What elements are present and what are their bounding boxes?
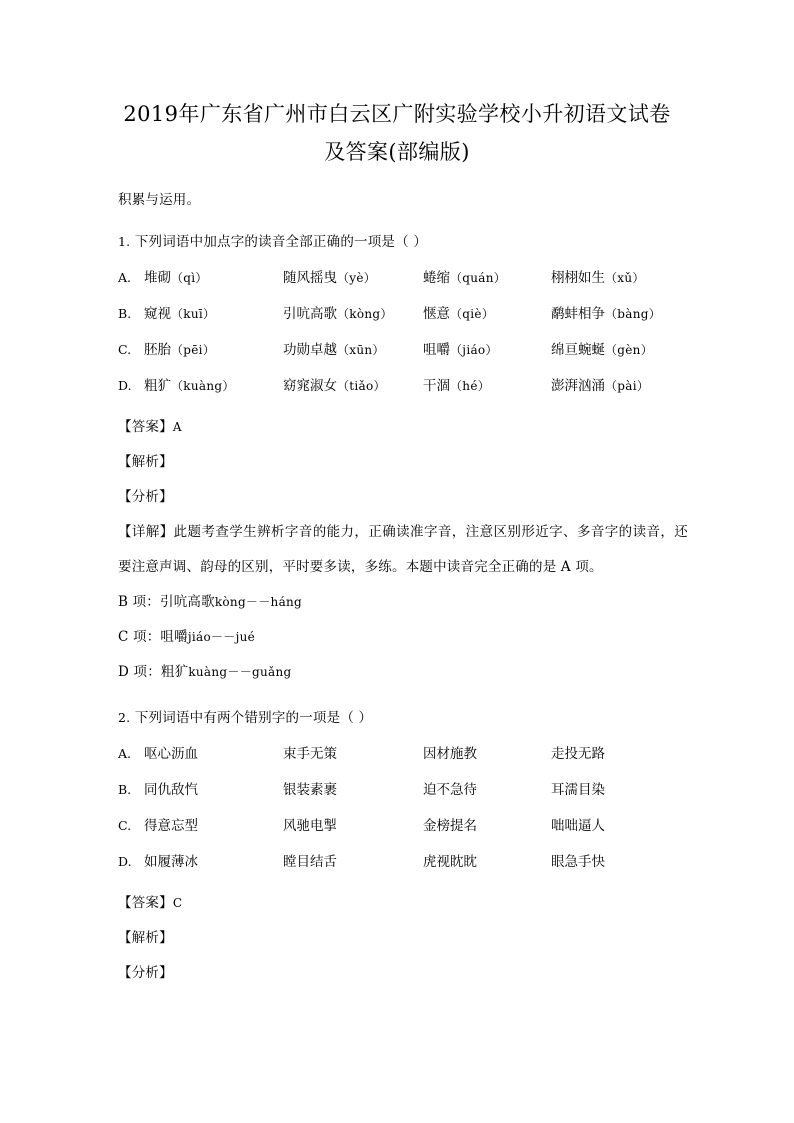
- question-1-correction-c: [118, 620, 688, 655]
- option-cell: [423, 261, 551, 296]
- option-cell: 瞠目结舌: [283, 854, 337, 870]
- option-pinyin: （xūn）: [337, 343, 385, 357]
- option-label: A.: [118, 270, 132, 285]
- correction-word: 引吭高歌: [160, 594, 215, 610]
- question-1-number: 1.: [118, 234, 131, 249]
- question-1-answer: [118, 410, 688, 445]
- option-cell: 金榜提名: [423, 818, 477, 834]
- option-pinyin: （hé）: [450, 379, 491, 393]
- option-cell: [283, 369, 423, 404]
- option-cell: 如履薄冰: [144, 854, 198, 870]
- question-2-analysis-label: 【分析】: [118, 965, 173, 981]
- section-heading: 积累与运用。: [118, 192, 201, 208]
- option-cell: [144, 333, 283, 368]
- option-cell: 束手无策: [283, 746, 337, 762]
- option-cell: [283, 261, 423, 296]
- answer-value: A: [172, 420, 182, 434]
- option-pinyin: （gèn）: [605, 343, 654, 357]
- question-2-stem: [118, 700, 688, 736]
- option-label: B.: [118, 782, 132, 797]
- option-word: 惬意: [423, 306, 450, 322]
- option-cell: [423, 333, 551, 368]
- correction-pinyin: kuàng－－guǎng: [188, 665, 292, 679]
- page-title-line-1: 2019年广东省广州市白云区广附实验学校小升初语文试卷: [123, 102, 671, 126]
- option-word: 绵亘蜿蜒: [551, 342, 605, 358]
- option-pinyin: （qiè）: [450, 307, 495, 321]
- option-cell: [423, 369, 551, 404]
- option-label: B.: [118, 306, 132, 321]
- option-pinyin: （qì）: [171, 271, 208, 285]
- correction-prefix: B 项：: [118, 594, 161, 610]
- question-1-analysis-label: 【分析】: [118, 489, 173, 505]
- option-word: 引吭高歌: [283, 306, 337, 322]
- option-pinyin: （tiǎo）: [337, 379, 386, 393]
- option-cell: [551, 297, 661, 332]
- question-1-option-b[interactable]: [118, 296, 688, 332]
- option-cell: 眼急手快: [551, 854, 605, 870]
- option-pinyin: （kòng）: [337, 307, 393, 321]
- option-word: 窥视: [144, 306, 171, 322]
- option-pinyin: （pēi）: [171, 343, 216, 357]
- correction-prefix: C 项：: [118, 629, 161, 645]
- option-word: 澎湃汹涌: [551, 378, 605, 394]
- option-label: D.: [118, 854, 132, 869]
- spacer: [118, 690, 688, 700]
- option-word: 粗犷: [144, 378, 171, 394]
- page-title-line-2: 及答案(部编版): [324, 140, 470, 164]
- option-cell: 迫不急待: [423, 782, 477, 798]
- option-cell: [283, 333, 423, 368]
- correction-pinyin: kòng－－háng: [214, 595, 303, 609]
- question-2-number: 2.: [118, 710, 131, 725]
- page-title: [97, 95, 697, 171]
- option-pinyin: （quán）: [450, 271, 507, 285]
- correction-prefix: D 项：: [118, 664, 161, 680]
- option-cell: 风驰电掣: [283, 818, 337, 834]
- correction-pinyin: jiáo－－jué: [187, 630, 256, 644]
- question-1-detail: 【详解】此题考查学生辨析字音的能力，正确读准字音，注意区别形近字、多音字的读音，还要注意声调、韵母的区别，平时要多读，多练。本题中读音完全正确的是 A 项。: [118, 524, 688, 575]
- option-word: 功勋卓越: [283, 342, 337, 358]
- option-cell: [144, 297, 283, 332]
- option-word: 干涸: [423, 378, 450, 394]
- question-2-option-c[interactable]: [118, 808, 688, 844]
- option-pinyin: （kuàng）: [171, 379, 235, 393]
- correction-word: 咀嚼: [160, 629, 188, 645]
- option-pinyin: （xǔ）: [605, 271, 645, 285]
- option-cell: 得意忘型: [144, 818, 198, 834]
- answer-label: 【答案】: [118, 419, 173, 435]
- option-pinyin: （bàng）: [605, 307, 662, 321]
- question-2-explain-label: 【解析】: [118, 930, 173, 946]
- option-label: A.: [118, 746, 132, 761]
- question-1-stem: [118, 224, 688, 260]
- question-2-option-b[interactable]: [118, 772, 688, 808]
- option-cell: 同仇敌忾: [144, 782, 198, 798]
- question-2-stem-text: 下列词语中有两个错别字的一项是（ ）: [134, 710, 373, 726]
- option-word: 堆砌: [144, 270, 171, 286]
- option-label: C.: [118, 818, 132, 833]
- question-1-stem-text: 下列词语中加点字的读音全部正确的一项是（ ）: [134, 234, 428, 250]
- question-2-option-d[interactable]: [118, 844, 688, 880]
- document-body: [118, 183, 688, 991]
- option-cell: 咄咄逼人: [551, 818, 605, 834]
- option-cell: [144, 369, 283, 404]
- answer-label: 【答案】: [118, 895, 173, 911]
- option-cell: 耳濡目染: [551, 782, 605, 798]
- correction-word: 粗犷: [160, 664, 189, 680]
- option-word: 窈窕淑女: [283, 378, 337, 394]
- option-cell: [283, 297, 423, 332]
- question-1-option-d[interactable]: [118, 368, 688, 404]
- option-cell: 银装素裹: [283, 782, 337, 798]
- option-pinyin: （kuī）: [171, 307, 216, 321]
- option-label: D.: [118, 378, 132, 393]
- answer-value: C: [172, 896, 183, 910]
- option-cell: 呕心沥血: [144, 746, 198, 762]
- option-cell: [551, 261, 645, 296]
- option-label: C.: [118, 342, 132, 357]
- option-cell: 走投无路: [551, 746, 605, 762]
- option-word: 咀嚼: [423, 342, 450, 358]
- option-pinyin: （yè）: [337, 271, 377, 285]
- question-2-option-a[interactable]: [118, 736, 688, 772]
- question-1-option-a[interactable]: [118, 260, 688, 296]
- option-pinyin: （pài）: [605, 379, 650, 393]
- question-1-option-c[interactable]: [118, 332, 688, 368]
- question-1-correction-d: [118, 655, 688, 690]
- option-word: 蜷缩: [423, 270, 450, 286]
- question-1-correction-b: [118, 585, 688, 620]
- option-cell: 虎视眈眈: [423, 854, 477, 870]
- option-cell: [551, 369, 649, 404]
- option-word: 随风摇曳: [283, 270, 337, 286]
- option-word: 栩栩如生: [551, 270, 605, 286]
- option-cell: [423, 297, 551, 332]
- option-word: 鹬蚌相争: [551, 306, 605, 322]
- question-1-explain-label: 【解析】: [118, 454, 173, 470]
- option-cell: [144, 261, 283, 296]
- option-cell: [551, 333, 653, 368]
- option-word: 胚胎: [144, 342, 171, 358]
- option-pinyin: （jiáo）: [450, 343, 498, 357]
- question-2-answer: [118, 886, 688, 921]
- option-cell: 因材施教: [423, 746, 477, 762]
